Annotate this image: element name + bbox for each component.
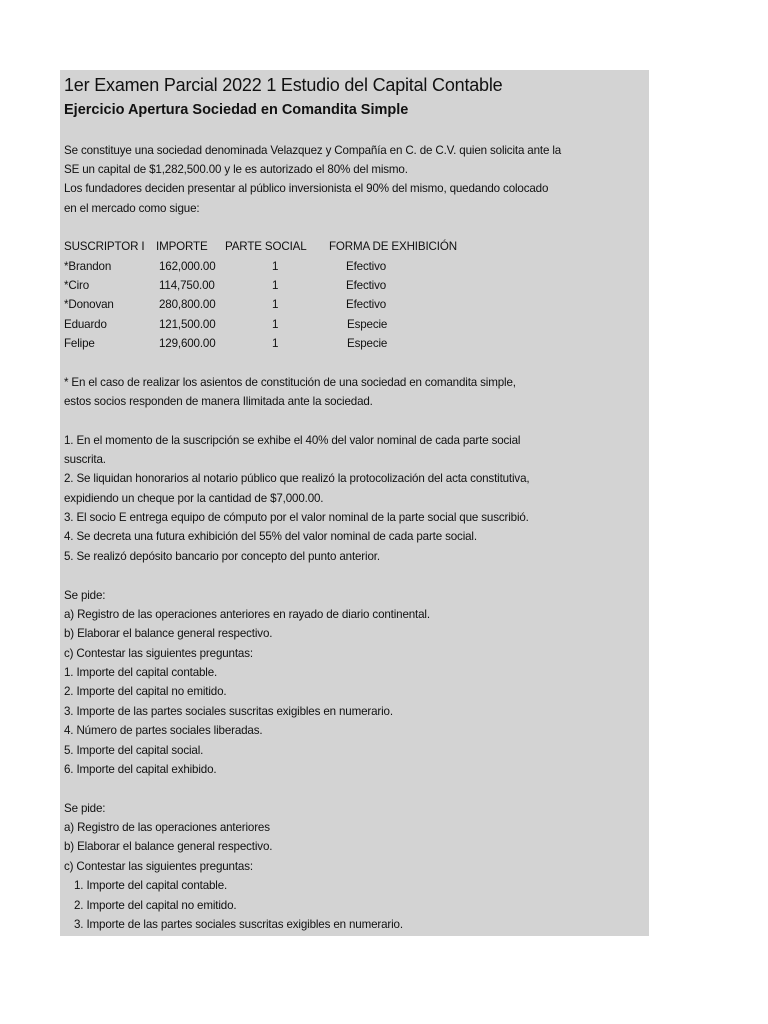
subscriber-shares: 1 [272,260,279,273]
section1-line: 5. Importe del capital social. [64,744,204,757]
section2-question: 3. Importe de las partes sociales suscritas exigibles en numerario. [74,918,403,931]
subscriber-shares: 1 [272,298,279,311]
column-header: IMPORTE [156,240,208,253]
section1-line: 1. Importe del capital contable. [64,666,218,679]
section1-line: a) Registro de las operaciones anteriores en rayado de diario continental. [64,608,430,621]
subscriber-payment-form: Especie [347,337,388,350]
subscriber-shares: 1 [272,318,279,331]
intro-line: Los fundadores deciden presentar al público inversionista el 90% del mismo, quedando colocado [64,182,549,195]
intro-line: SE un capital de $1,282,500.00 y le es autorizado el 80% del mismo. [64,163,408,176]
document-title: 1er Examen Parcial 2022 1 Estudio del Capital Contable [64,75,503,95]
column-header: PARTE SOCIAL [225,240,307,253]
operation-line: expidiendo un cheque por la cantidad de $7,000.00. [64,492,324,505]
subscriber-name: *Donovan [64,298,114,311]
subscriber-amount: 121,500.00 [159,318,216,331]
subscriber-payment-form: Efectivo [346,279,387,292]
intro-line: Se constituye una sociedad denominada Velazquez y Compañía en C. de C.V. quien solicita ante la [64,144,562,157]
section2-line: Se pide: [64,802,106,815]
section1-line: c) Contestar las siguientes preguntas: [64,647,253,660]
note-line: estos socios responden de manera Ilimitada ante la sociedad. [64,395,373,408]
subscriber-payment-form: Efectivo [346,260,387,273]
section1-line: 4. Número de partes sociales liberadas. [64,724,263,737]
document-sheet [60,70,649,936]
section1-line: 2. Importe del capital no emitido. [64,685,227,698]
document-subtitle: Ejercicio Apertura Sociedad en Comandita Simple [64,102,409,118]
section1-line: b) Elaborar el balance general respectivo. [64,627,273,640]
operation-line: suscrita. [64,453,106,466]
subscriber-amount: 114,750.00 [159,279,215,292]
subscriber-name: Eduardo [64,318,107,331]
subscriber-payment-form: Especie [347,318,388,331]
subscriber-name: Felipe [64,337,95,350]
section2-question: 1. Importe del capital contable. [74,879,228,892]
subscriber-shares: 1 [272,279,279,292]
section1-line: Se pide: [64,589,106,602]
subscriber-amount: 280,800.00 [159,298,216,311]
section2-line: b) Elaborar el balance general respectivo. [64,840,273,853]
intro-line: en el mercado como sigue: [64,202,200,215]
subscriber-payment-form: Efectivo [346,298,387,311]
operation-line: 4. Se decreta una futura exhibición del 55% del valor nominal de cada parte social. [64,530,477,543]
subscriber-name: *Ciro [64,279,90,292]
operation-line: 1. En el momento de la suscripción se exhibe el 40% del valor nominal de cada parte social [64,434,521,447]
note-line: * En el caso de realizar los asientos de constitución de una sociedad en comandita simple, [64,376,516,389]
operation-line: 5. Se realizó depósito bancario por concepto del punto anterior. [64,550,380,563]
section2-line: a) Registro de las operaciones anteriores [64,821,270,834]
subscriber-amount: 129,600.00 [159,337,216,350]
column-header: FORMA DE EXHIBICIÓN [329,240,457,253]
subscriber-shares: 1 [272,337,279,350]
section2-question: 2. Importe del capital no emitido. [74,899,237,912]
column-header: SUSCRIPTOR I [64,240,145,253]
subscriber-name: *Brandon [64,260,112,273]
operation-line: 2. Se liquidan honorarios al notario público que realizó la protocolización del acta constitutiva, [64,472,530,485]
section1-line: 6. Importe del capital exhibido. [64,763,217,776]
subscriber-amount: 162,000.00 [159,260,216,273]
section1-line: 3. Importe de las partes sociales suscritas exigibles en numerario. [64,705,393,718]
section2-line: c) Contestar las siguientes preguntas: [64,860,253,873]
operation-line: 3. El socio E entrega equipo de cómputo por el valor nominal de la parte social que suscribió. [64,511,529,524]
